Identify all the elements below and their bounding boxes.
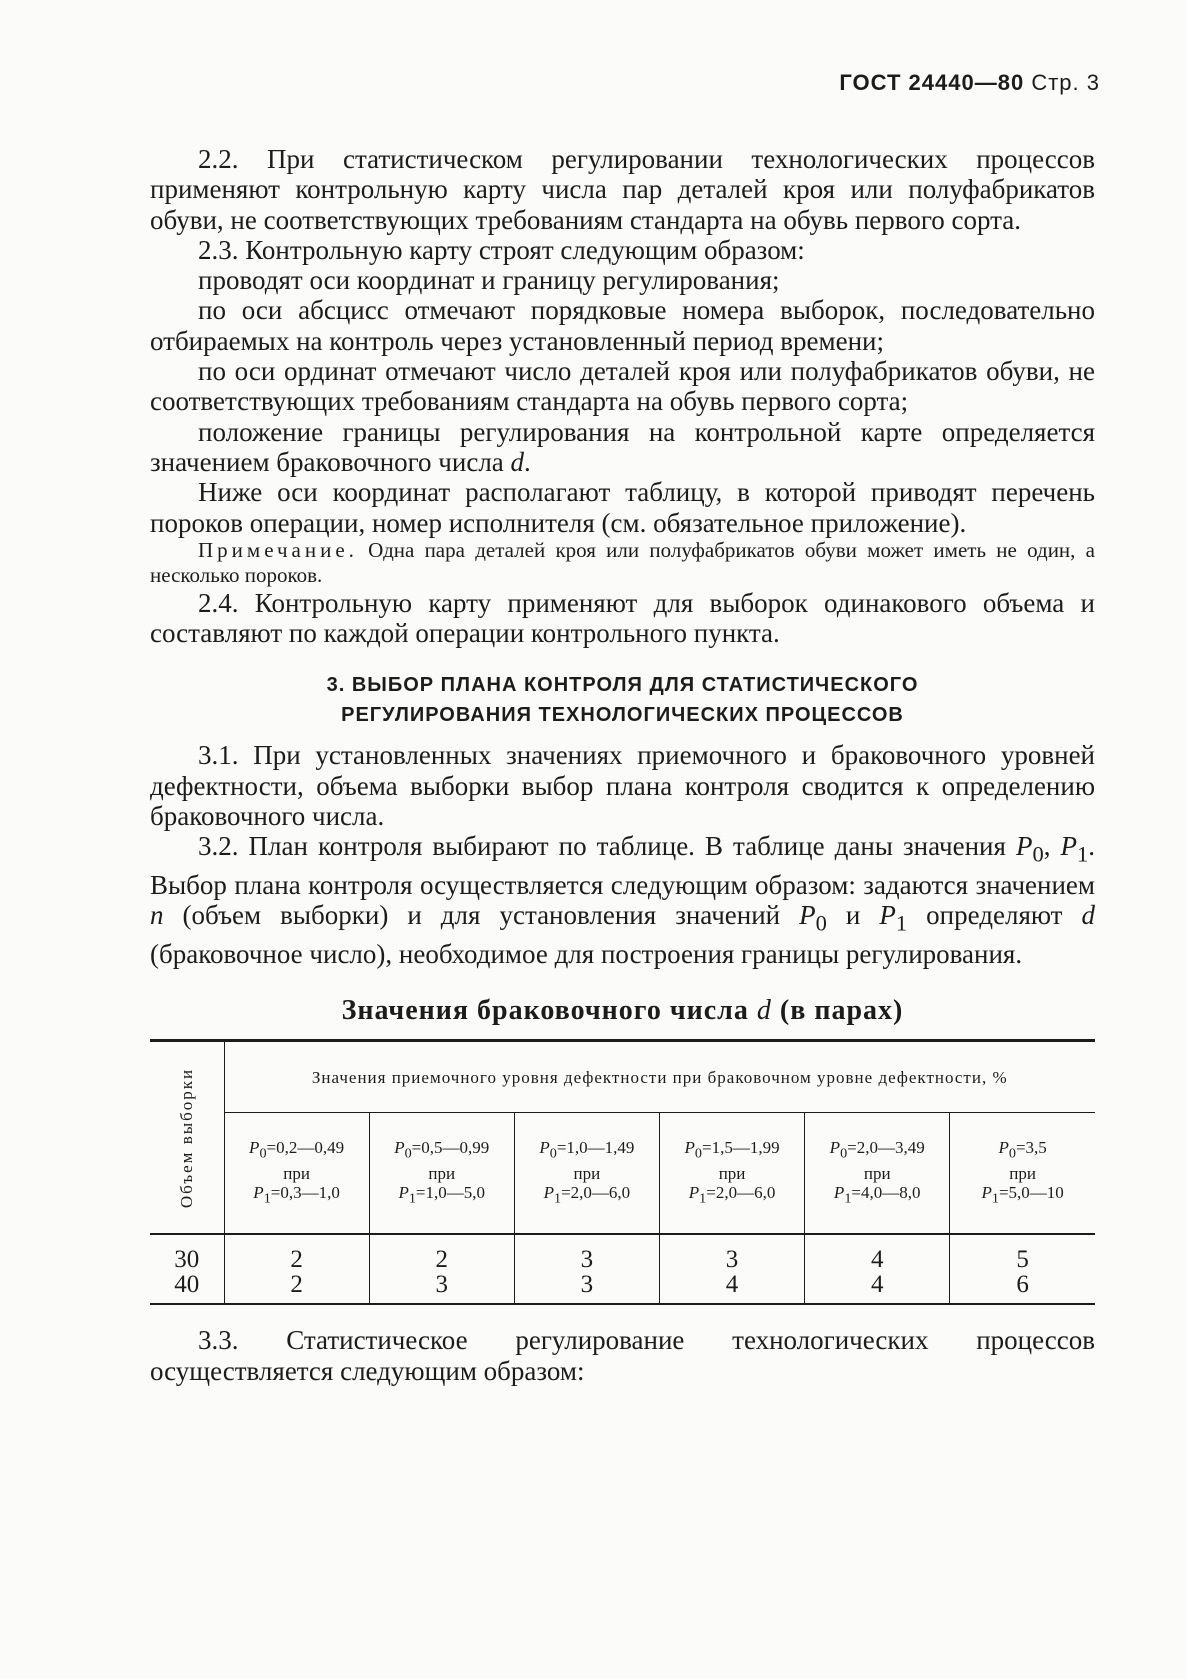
paragraph-2-3-a: проводят оси координат и границу регулирования; [198, 265, 780, 296]
reject-number-cell: 2 [224, 1234, 369, 1272]
paragraph-2-3-c: по оси ординат отмечают число деталей кроя или полуфабрикатов обуви, не соответствующих требованиям стандарта на обувь первого сорта; [150, 356, 1095, 417]
reject-number-cell: 3 [659, 1234, 804, 1272]
variable-d: d [510, 446, 525, 477]
table-title-text: Значения браковочного числа [341, 995, 757, 1027]
var-d-2: d [1081, 900, 1096, 931]
p3-2-part-e: (браковочное число), необходимое для построения границы регулирования. [150, 939, 1023, 970]
section-3-text [150, 740, 1095, 969]
reject-number-cell: 2 [224, 1272, 369, 1304]
paragraph-2-3-b: по оси абсцисс отмечают порядковые номера выборок, последовательно отбираемых на контроль через установленный период времени; [150, 295, 1095, 356]
var-n: n [150, 900, 164, 931]
reject-number-cell: 3 [369, 1272, 514, 1304]
p0-range: $P_0=0,2—0,49$ [249, 1138, 345, 1162]
condition-word: при [1009, 1163, 1036, 1183]
section-2-text [150, 144, 1095, 969]
p1-range: $P_1=5,0—10$ [981, 1182, 1064, 1207]
p1-range: $P_1=1,0—5,0$ [398, 1182, 486, 1207]
var-p0-sub: 0 [1032, 841, 1044, 867]
table-row [150, 1234, 1095, 1272]
var-p1-sub: 1 [1077, 841, 1089, 867]
section-3-heading-line1: 3. ВЫБОР ПЛАНА КОНТРОЛЯ ДЛЯ СТАТИСТИЧЕСКОГО [326, 674, 919, 697]
sample-size-cell: 40 [150, 1272, 224, 1304]
p3-2-part-c: (объем выборки) и для установления значений [163, 900, 800, 931]
closing-text [150, 1325, 1095, 1386]
var-p1-2-sub: 1 [895, 910, 908, 936]
var-p0-2-sub: 0 [815, 910, 827, 936]
paragraph-2-3-d-text: положение границы регулирования на контрольной карте определяется значением браковочного числа [150, 416, 1095, 477]
page-header [150, 70, 1100, 96]
p1-range: $P_1=2,0—6,0$ [543, 1182, 631, 1207]
condition-word: при [718, 1163, 746, 1183]
p3-2-part-d: определяют [907, 900, 1082, 931]
var-p0: P [1015, 831, 1033, 862]
note-text: Одна пара деталей кроя или полуфабрикатов обуви может иметь не один, а несколько пороков. [150, 537, 1095, 587]
p3-2-comma: , [1043, 831, 1061, 862]
p1-range: $P_1=4,0—8,0$ [833, 1182, 921, 1207]
reject-number-cell: 6 [1016, 1271, 1029, 1299]
reject-number-cell: 2 [369, 1234, 514, 1272]
page-number: Стр. 3 [1031, 70, 1100, 95]
column-header-6 [950, 1113, 1095, 1235]
table-title-var: d [756, 995, 772, 1027]
section-3-heading [150, 670, 1095, 730]
p0-range: $P_0=3,5$ [998, 1138, 1047, 1162]
condition-word: при [283, 1163, 310, 1183]
note-label: Примечание. [198, 537, 358, 562]
paragraph-2-3-d-end: . [524, 446, 531, 477]
p3-2-and: и [826, 900, 880, 931]
column-header-row [150, 1113, 1095, 1235]
reject-number-cell: 3 [514, 1272, 659, 1304]
var-p1-2: P [879, 900, 896, 931]
paragraph-2-3-e: Ниже оси координат располагают таблицу, в которой приводят перечень пороков операции, номер исполнителя (см. обязательное приложение). [150, 477, 1095, 538]
condition-word: при [428, 1163, 456, 1183]
p0-range: $P_0=2,0—3,49$ [829, 1138, 925, 1162]
p1-range: $P_1=0,3—1,0$ [253, 1182, 340, 1207]
paragraph-3-1: 3.1. При установленных значениях приемочного и браковочного уровней дефектности, объема выборки выбор плана контроля сводится к определению браковочного числа. [150, 740, 1095, 832]
condition-word: при [863, 1163, 891, 1183]
reject-number-cell: 4 [659, 1272, 804, 1304]
note [150, 538, 1095, 588]
paragraph-3-3: 3.3. Статистическое регулирование технологических процессов осуществляется следующим образом: [150, 1325, 1095, 1386]
p0-range: $P_0=0,5—0,99$ [394, 1138, 490, 1162]
reject-number-cell: 5 [1016, 1246, 1029, 1274]
column-header-1 [224, 1113, 369, 1235]
column-header-4 [659, 1113, 804, 1235]
p0-range: $P_0=1,5—1,99$ [684, 1138, 780, 1162]
var-p1: P [1060, 831, 1077, 862]
column-header-2 [369, 1113, 514, 1235]
sample-size-cell: 30 [150, 1234, 224, 1272]
paragraph-2-2: 2.2. При статистическом регулировании технологических процессов применяют контрольную карту числа пар деталей кроя или полуфабрикатов обуви, не соответствующих требованиям стандарта на обувь первого сорта. [150, 144, 1095, 235]
p3-2-part-a: 3.2. План контроля выбирают по таблице. В таблице даны значения [198, 831, 1016, 862]
table-title [150, 995, 1095, 1027]
table-title-end: (в парах) [771, 995, 904, 1027]
paragraph-2-3-d [150, 417, 1095, 478]
p0-range: $P_0=1,0—1,49$ [539, 1138, 635, 1162]
p3-2-part-b: . Выбор плана контроля осуществляется следующим образом: задаются значением [150, 831, 1095, 901]
sample-size-header [150, 1041, 224, 1235]
table-row [150, 1272, 1095, 1304]
var-p0-2: P [799, 900, 816, 931]
reject-number-cell: 4 [805, 1234, 950, 1272]
reject-number-cell: 4 [805, 1272, 950, 1304]
table-body [150, 1234, 1095, 1304]
defect-level-header: Значения приемочного уровня дефектности при браковочном уровне дефектности, % [224, 1041, 1095, 1113]
paragraph-2-3: 2.3. Контрольную карту строят следующим образом: [198, 234, 805, 265]
paragraph-2-4: 2.4. Контрольную карту применяют для выборок одинакового объема и составляют по каждой операции контрольного пункта. [150, 587, 1095, 649]
standard-number: ГОСТ 24440—80 [839, 70, 1025, 95]
document-page [150, 70, 1100, 1386]
reject-number-cell: 3 [514, 1234, 659, 1272]
sample-size-header-text: Объем выборки [176, 1067, 196, 1208]
section-3-heading-line2: РЕГУЛИРОВАНИЯ ТЕХНОЛОГИЧЕСКИХ ПРОЦЕССОВ [341, 704, 904, 727]
paragraph-3-2 [150, 831, 1095, 969]
condition-word: при [573, 1163, 601, 1183]
reject-number-table [150, 1039, 1095, 1305]
p1-range: $P_1=2,0—6,0$ [688, 1182, 776, 1207]
column-header-3 [514, 1113, 659, 1235]
column-header-5 [805, 1113, 950, 1235]
